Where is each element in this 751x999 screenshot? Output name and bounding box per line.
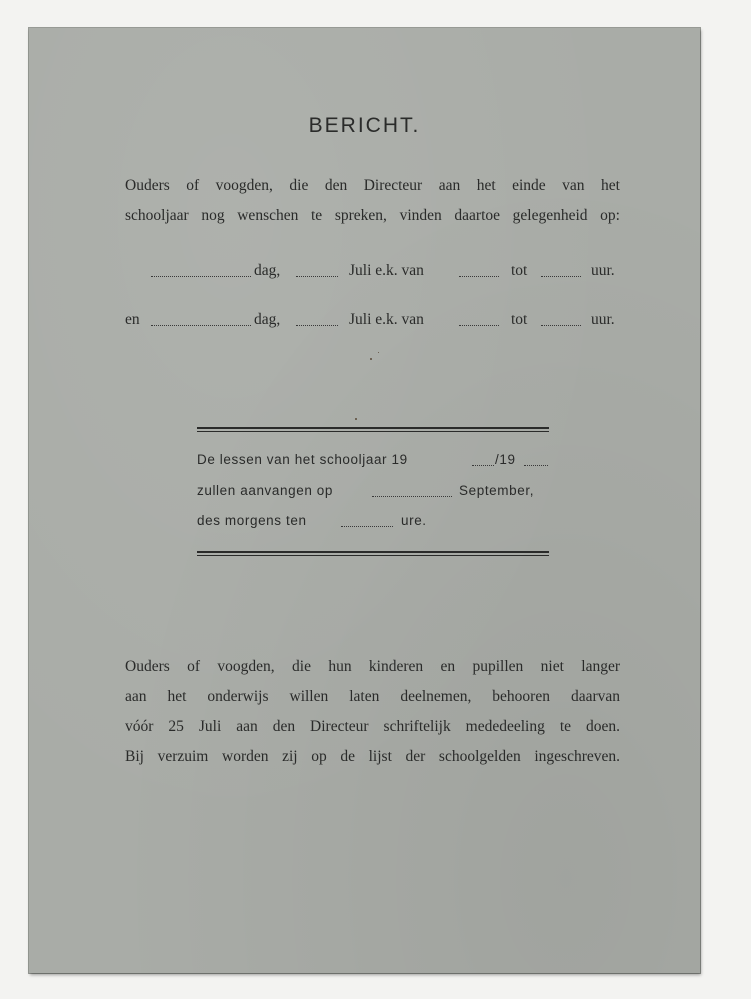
from-time-blank-1 <box>459 262 499 282</box>
intro-paragraph <box>125 171 620 231</box>
hour-label-1: uur. <box>591 262 615 279</box>
paper-speck <box>378 352 379 353</box>
appointment-row-2 <box>125 311 620 333</box>
to-time-blank-1 <box>541 262 581 282</box>
day-label-2: dag, <box>254 311 281 328</box>
to-label-2: tot <box>511 311 528 328</box>
school-year-slash: /19 <box>495 452 516 467</box>
to-time-blank-2 <box>541 311 581 331</box>
start-month-text: September, <box>459 483 535 498</box>
paper-speck <box>355 418 357 420</box>
closing-line-3: vóór 25 Juli aan den Directeur schriftelijk mededeeling te doen. <box>125 718 620 735</box>
school-year-text: De lessen van het schooljaar 19 <box>197 452 408 467</box>
hour-label-2: uur. <box>591 311 615 328</box>
closing-line-4: Bij verzuim worden zij op de lijst der schoolgelden ingeschreven. <box>125 748 620 765</box>
month-label-2: Juli e.k. van <box>349 311 424 328</box>
top-double-rule <box>197 427 549 432</box>
day-blank-1 <box>151 262 251 282</box>
intro-line-2: schooljaar nog wenschen te spreken, vinden daartoe gelegenheid op: <box>125 207 620 224</box>
from-time-blank-2 <box>459 311 499 331</box>
day-blank-2 <box>151 311 251 331</box>
page-title: BERICHT. <box>308 114 421 137</box>
bottom-double-rule <box>197 551 549 556</box>
start-time-unit: ure. <box>401 513 427 528</box>
start-date-line <box>197 483 549 505</box>
paper-speck <box>370 358 372 360</box>
start-date-text: zullen aanvangen op <box>197 483 334 498</box>
closing-paragraph <box>125 652 620 772</box>
date-blank-1 <box>296 262 338 282</box>
day-label-1: dag, <box>254 262 281 279</box>
notice-card <box>29 28 700 973</box>
appointment-row-1 <box>125 262 620 284</box>
closing-line-2: aan het onderwijs willen laten deelnemen, behooren daarvan <box>125 688 620 705</box>
start-time-text: des morgens ten <box>197 513 307 528</box>
date-blank-2 <box>296 311 338 331</box>
row-prefix-2: en <box>125 311 140 328</box>
month-label-1: Juli e.k. van <box>349 262 424 279</box>
closing-line-1: Ouders of voogden, die hun kinderen en pupillen niet langer <box>125 658 620 675</box>
to-label-1: tot <box>511 262 528 279</box>
start-time-line <box>197 513 549 535</box>
intro-line-1: Ouders of voogden, die den Directeur aan het einde van het <box>125 177 620 194</box>
school-year-line <box>197 452 549 474</box>
